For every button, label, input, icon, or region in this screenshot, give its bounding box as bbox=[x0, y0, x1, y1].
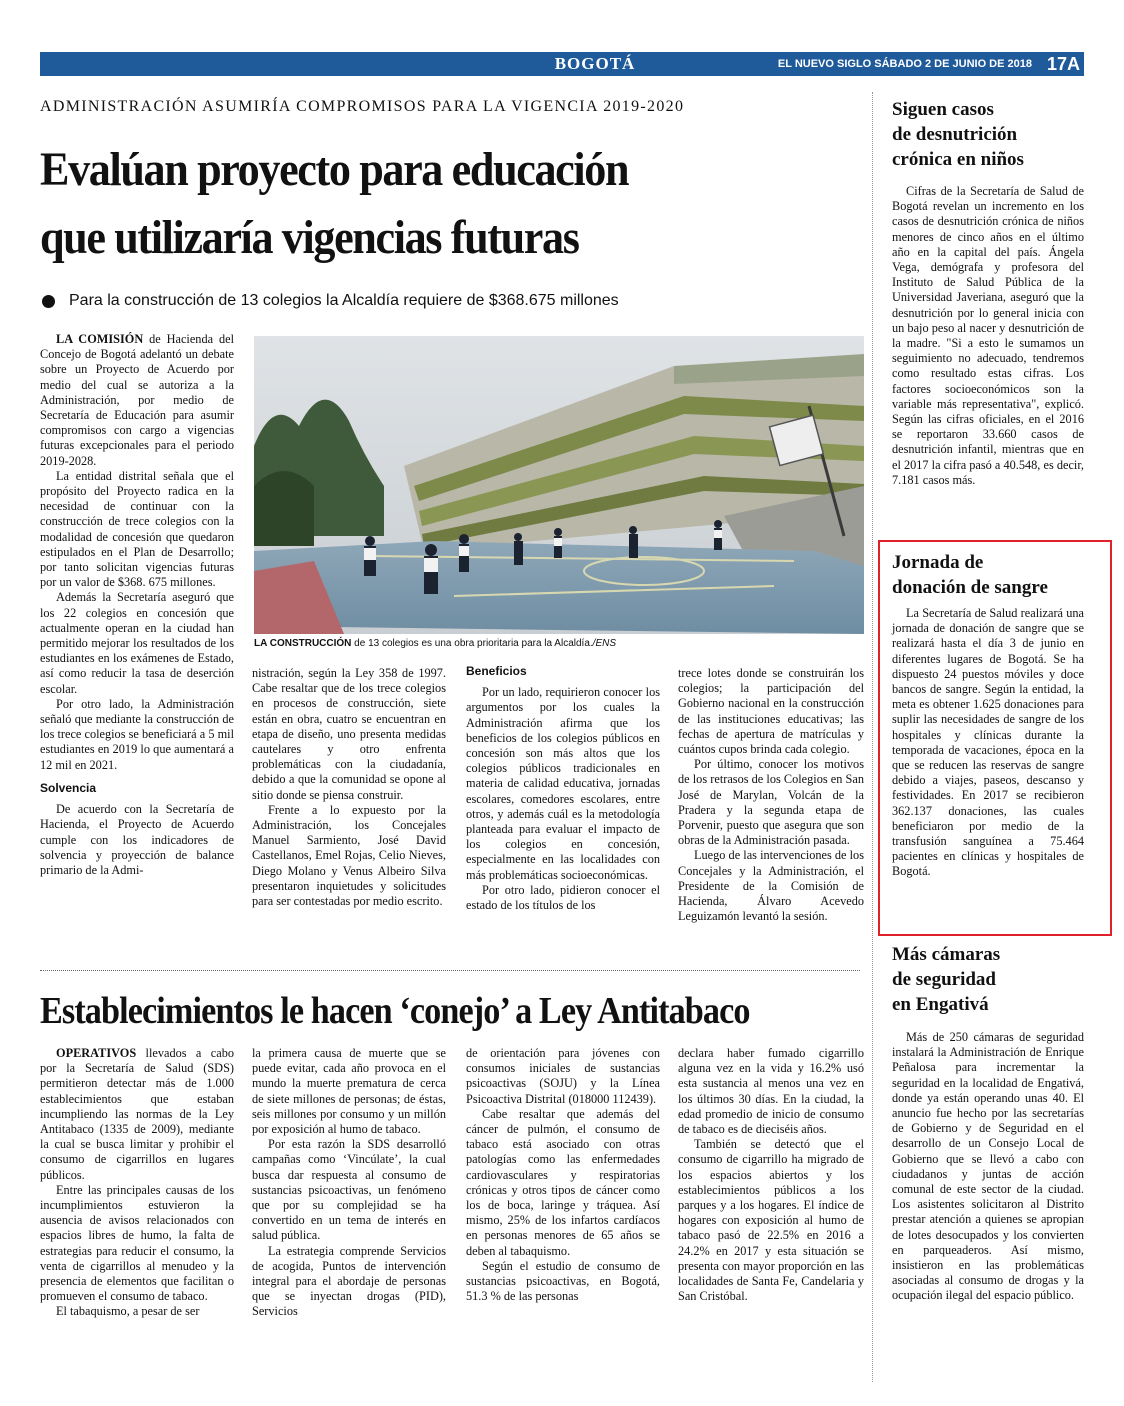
title-line: Jornada de bbox=[892, 552, 984, 573]
sidebar-title-desnutricion bbox=[892, 97, 1024, 172]
paragraph: Cabe resaltar que además del cáncer de pulmón, el consumo de tabaco está asociado con otras patologías como las enfermedades cardiovasculares y respiratorias crónicas y otros tipos de cáncer como los de boca, laringe y tráquea. Así mismo, 25% de los infartos cardíacos en personas menores de 65 años se deben al tabaquismo. bbox=[466, 1106, 660, 1258]
paragraph: Frente a lo expuesto por la Administración, los Concejales Manuel Sarmiento, José David Castellanos, Emel Rojas, Celio Nieves, Diego Molano y Venus Albeiro Silva presentaron inquietudes y solicitudes para ser contestadas por medio escrito. bbox=[252, 802, 446, 909]
column-divider bbox=[872, 92, 873, 1382]
article2-column-4 bbox=[678, 1046, 864, 1304]
caption-credit: /ENS bbox=[592, 638, 617, 649]
article1-column-4 bbox=[678, 666, 864, 924]
section-subhead: Solvencia bbox=[40, 780, 97, 795]
paragraph: Por un lado, requirieron conocer los argumentos por los cuales la Administración afirma que los beneficios de los colegios públicos en concesión son más altos que los colegios públicos tradicionales en materia de calidad educativa, jornadas escolares, comedores escolares, entre otros, y además cuál es la metodología planteada para evaluar el impacto de los colegios en concesión, especialmente en las localidades con más problemáticas socioeconómicas. bbox=[466, 685, 660, 882]
paragraph: Según el estudio de consumo de sustancias psicoactivas, en Bogotá, 51.3 % de las personas bbox=[466, 1258, 660, 1304]
paragraph bbox=[40, 1046, 234, 1183]
subhead-text: Para la construcción de 13 colegios la Alcaldía requiere de $368.675 millones bbox=[69, 292, 619, 309]
article-subhead bbox=[42, 292, 619, 310]
paragraph: La estrategia comprende Servicios de acogida, Puntos de intervención integral para el abordaje de personas que se inyectan drogas (PID), Servicios bbox=[252, 1243, 446, 1319]
paragraph: Por otro lado, pidieron conocer el estado de los títulos de los bbox=[466, 882, 660, 913]
headline-line: Evalúan proyecto para educación bbox=[40, 143, 629, 196]
lead-word: OPERATIVOS bbox=[56, 1046, 137, 1060]
article-separator bbox=[40, 970, 860, 971]
article1-column-3 bbox=[466, 662, 660, 913]
article-headline bbox=[40, 136, 868, 272]
paragraph: declara haber fumado cigarrillo alguna vez en la vida y 16.2% usó esta sustancia al menos una vez en los últimos 30 días. En la ciudad, la edad promedio de inicio de consumo de tabaco es de dieciséis años. bbox=[678, 1046, 864, 1137]
paragraph bbox=[40, 332, 234, 469]
paragraph: la primera causa de muerte que se puede evitar, cada año provoca en el mundo la muerte prematura de cerca de siete millones de personas; de éstas, seis millones por consumo y un millón por exposición al humo de tabaco. bbox=[252, 1046, 446, 1137]
article-kicker: ADMINISTRACIÓN ASUMIRÍA COMPROMISOS PARA LA VIGENCIA 2019-2020 bbox=[40, 98, 685, 115]
lead-word: LA COMISIÓN bbox=[56, 332, 144, 346]
title-line: Más cámaras bbox=[892, 944, 1001, 965]
paragraph: Cifras de la Secretaría de Salud de Bogotá revelan un incremento en los casos de desnutrición crónica de niños menores de cinco años en el último año en la capital del país. Ángela Vega, demógrafa y profesora del Instituto de Salud Pública de la Universidad Javeriana, aseguró que la desnutrición por lo general inicia con un bajo peso al nacer y desnutrición de la madre. "Si a esto le sumamos un seguimiento no adecuado, tendremos como resultado estas cifras. Los factores socioeconómicos son la variable más representativa", explicó. Según las cifras oficiales, en el 2016 se reportaron 33.660 casos de desnutrición infantil, mientras que en el 2017 la cifra pasó a 40.548, es decir, 7.181 casos más. bbox=[892, 184, 1084, 487]
title-line: crónica en niños bbox=[892, 149, 1024, 170]
paragraph: También se detectó que el consumo de cigarrillo ha migrado de los espacios abiertos y los establecimientos públicos a los parques y a los hogares. El índice de hogares con exposición al humo de tabaco pasó de 22.5% en 2016 a 24.2% en 2017 y esta situación se presenta con mayor proporción en las localidades de Santa Fe, Candelaria y San Cristóbal. bbox=[678, 1137, 864, 1304]
bullet-icon bbox=[42, 295, 55, 308]
article1-column-1 bbox=[40, 332, 234, 878]
paragraph: de orientación para jóvenes con consumos iniciales de sustancias psicoactivas (SOJU) y la Línea Psicoactiva Distrital (018000 112439). bbox=[466, 1046, 660, 1106]
paragraph: Luego de las intervenciones de los Concejales y la Administración, el Presidente de la Comisión de Hacienda, Álvaro Acevedo Leguizamón levantó la sesión. bbox=[678, 848, 864, 924]
paragraph: Por otro lado, la Administración señaló que mediante la construcción de los trece colegios se beneficiará a 5 mil estudiantes en 2019 lo que aumentará a 12 mil en 2021. bbox=[40, 696, 234, 772]
paragraph: nistración, según la Ley 358 de 1997. Cabe resaltar que de los trece colegios en procesos de construcción, siete están en obra, cuatro se encuentran en etapa de diseño, uno presenta medidas cautelares y otro enfrenta problemáticas con la ciudadanía, debido a que la comunidad se opone al sitio donde se piensa construir. bbox=[252, 666, 446, 802]
paragraph: trece lotes donde se construirán los colegios; la participación del Gobierno nacional en la construcción de las instituciones educativas; las fechas de apertura de matrículas y cuántos cupos brinda cada colegio. bbox=[678, 666, 864, 757]
paragraph-text: llevados a cabo por la Secretaría de Salud (SDS) permitieron detectar más de 1.000 establecimientos que estaban incumpliendo las normas de la Ley Antitabaco (1335 de 2009), mediante la cual se busca limitar y prohibir el consumo de cigarrillos en lugares públicos. bbox=[40, 1046, 234, 1182]
paragraph: Entre las principales causas de los incumplimientos estuvieron la ausencia de avisos relacionados con espacios libres de humo, la falta de estrategias para reducir el consumo, la venta de cigarrillos al menudeo y la presencia de elementos que facilitan o promueven el consumo de tabaco. bbox=[40, 1182, 234, 1304]
sidebar-body-desnutricion bbox=[892, 184, 1084, 488]
caption-text: de 13 colegios es una obra prioritaria para la Alcaldía. bbox=[351, 638, 593, 649]
sidebar-body-camaras bbox=[892, 1030, 1084, 1304]
sidebar-body-donacion bbox=[892, 606, 1084, 880]
title-line: donación de sangre bbox=[892, 577, 1048, 598]
article1-column-2 bbox=[252, 666, 446, 909]
paragraph: Por último, conocer los motivos de los retrasos de los Colegios en San José de Marylan, Volcán de la Pradera y la segunda etapa de Porvenir, puesto que asegura que son obras de la Administración pasada. bbox=[678, 757, 864, 848]
title-line: Siguen casos bbox=[892, 99, 994, 120]
title-line: de seguridad bbox=[892, 969, 996, 990]
paragraph: El tabaquismo, a pesar de ser bbox=[56, 1304, 200, 1319]
page-header-bar bbox=[40, 52, 1084, 76]
school-photo bbox=[254, 336, 864, 634]
paragraph-text: de Hacienda del Concejo de Bogotá adelantó un debate sobre un Proyecto de Acuerdo por medio del cual se autoriza a la Administración, por medio de Secretaría de Educación para asumir compromisos con cargo a vigencias futuras excepcionales para el periodo 2019-2028. bbox=[40, 332, 234, 468]
paragraph: De acuerdo con la Secretaría de Hacienda, el Proyecto de Acuerdo cumple con los indicadores de solvencia y proyección de balance primario de la Admi- bbox=[40, 802, 234, 877]
school-photo-illustration bbox=[254, 336, 864, 634]
paragraph: Por esta razón la SDS desarrolló campañas como ‘Vincúlate’, la cual busca dar respuesta al consumo de sustancias psicoactivas, un fenómeno que por su complejidad se ha convertido en un tema de interés en salud pública. bbox=[252, 1137, 446, 1243]
sidebar-title-donacion bbox=[892, 550, 1048, 600]
section-name: BOGOTÁ bbox=[554, 54, 636, 73]
title-line: en Engativá bbox=[892, 994, 989, 1015]
section-subhead: Beneficios bbox=[466, 664, 527, 678]
page-number: 17A bbox=[1046, 54, 1080, 74]
title-line: de desnutrición bbox=[892, 124, 1018, 145]
caption-lead: LA CONSTRUCCIÓN bbox=[254, 638, 352, 649]
article2-column-1 bbox=[40, 1046, 234, 1320]
paragraph: La Secretaría de Salud realizará una jornada de donación de sangre que se realizará hasta el día 3 de junio en diferentes lugares de Bogotá. Se ha dispuesto 24 puestos móviles y doce bancos de sangre. Según la entidad, la meta es obtener 1.625 donaciones para suplir las necesidades de sangre de los hospitales y clínicas durante la temporada de vacaciones, época en la que se reducen las reservas de sangre debido a viajes, paseos, descanso y festividades. En 2017 se recibieron 362.137 donaciones, las cuales beneficiaron por medio de la transfusión sanguínea a 75.464 pacientes en clínicas y hospitales de Bogotá. bbox=[892, 606, 1084, 879]
article2-headline: Establecimientos le hacen ‘conejo’ a Ley Antitabaco bbox=[40, 990, 750, 1032]
headline-line: que utilizaría vigencias futuras bbox=[40, 211, 579, 264]
edition-date: EL NUEVO SIGLO SÁBADO 2 DE JUNIO DE 2018 bbox=[777, 58, 1032, 70]
paragraph: Además la Secretaría aseguró que los 22 colegios en concesión que actualmente operan en la ciudad han permitido mejorar los resultados de los estudiantes en los exámenes de Estado, así como reducir la tasa de deserción escolar. bbox=[40, 590, 234, 696]
paragraph: Más de 250 cámaras de seguridad instalará la Administración de Enrique Peñalosa para incrementar la seguridad en la localidad de Engativá, donde ya están operando unas 40. El anuncio fue hecho por las secretarías de Gobierno y de Seguridad en el desarrollo de un Consejo Local de Gobierno que se llevó a cabo con ciudadanos y juntas de acción comunal de este sector de la ciudad. Los asistentes solicitaron al Distrito prestar atención a quienes se apropian de lotes desocupados y los convierten en parqueaderos. Así mismo, insistieron en las problemáticas asociadas al consumo de drogas y la ocupación ilegal del espacio público. bbox=[892, 1030, 1084, 1303]
article2-column-2 bbox=[252, 1046, 446, 1320]
paragraph: La entidad distrital señala que el propósito del Proyecto radica en la necesidad de continuar con la construcción de trece colegios con la modalidad de concesión que quedaron estipulados en el Plan de Desarrollo; por tanto solicitan vigencias futuras por un valor de $368. 675 millones. bbox=[40, 468, 234, 590]
article2-column-3 bbox=[466, 1046, 660, 1304]
photo-caption bbox=[254, 638, 864, 649]
sidebar-title-camaras bbox=[892, 942, 1000, 1017]
